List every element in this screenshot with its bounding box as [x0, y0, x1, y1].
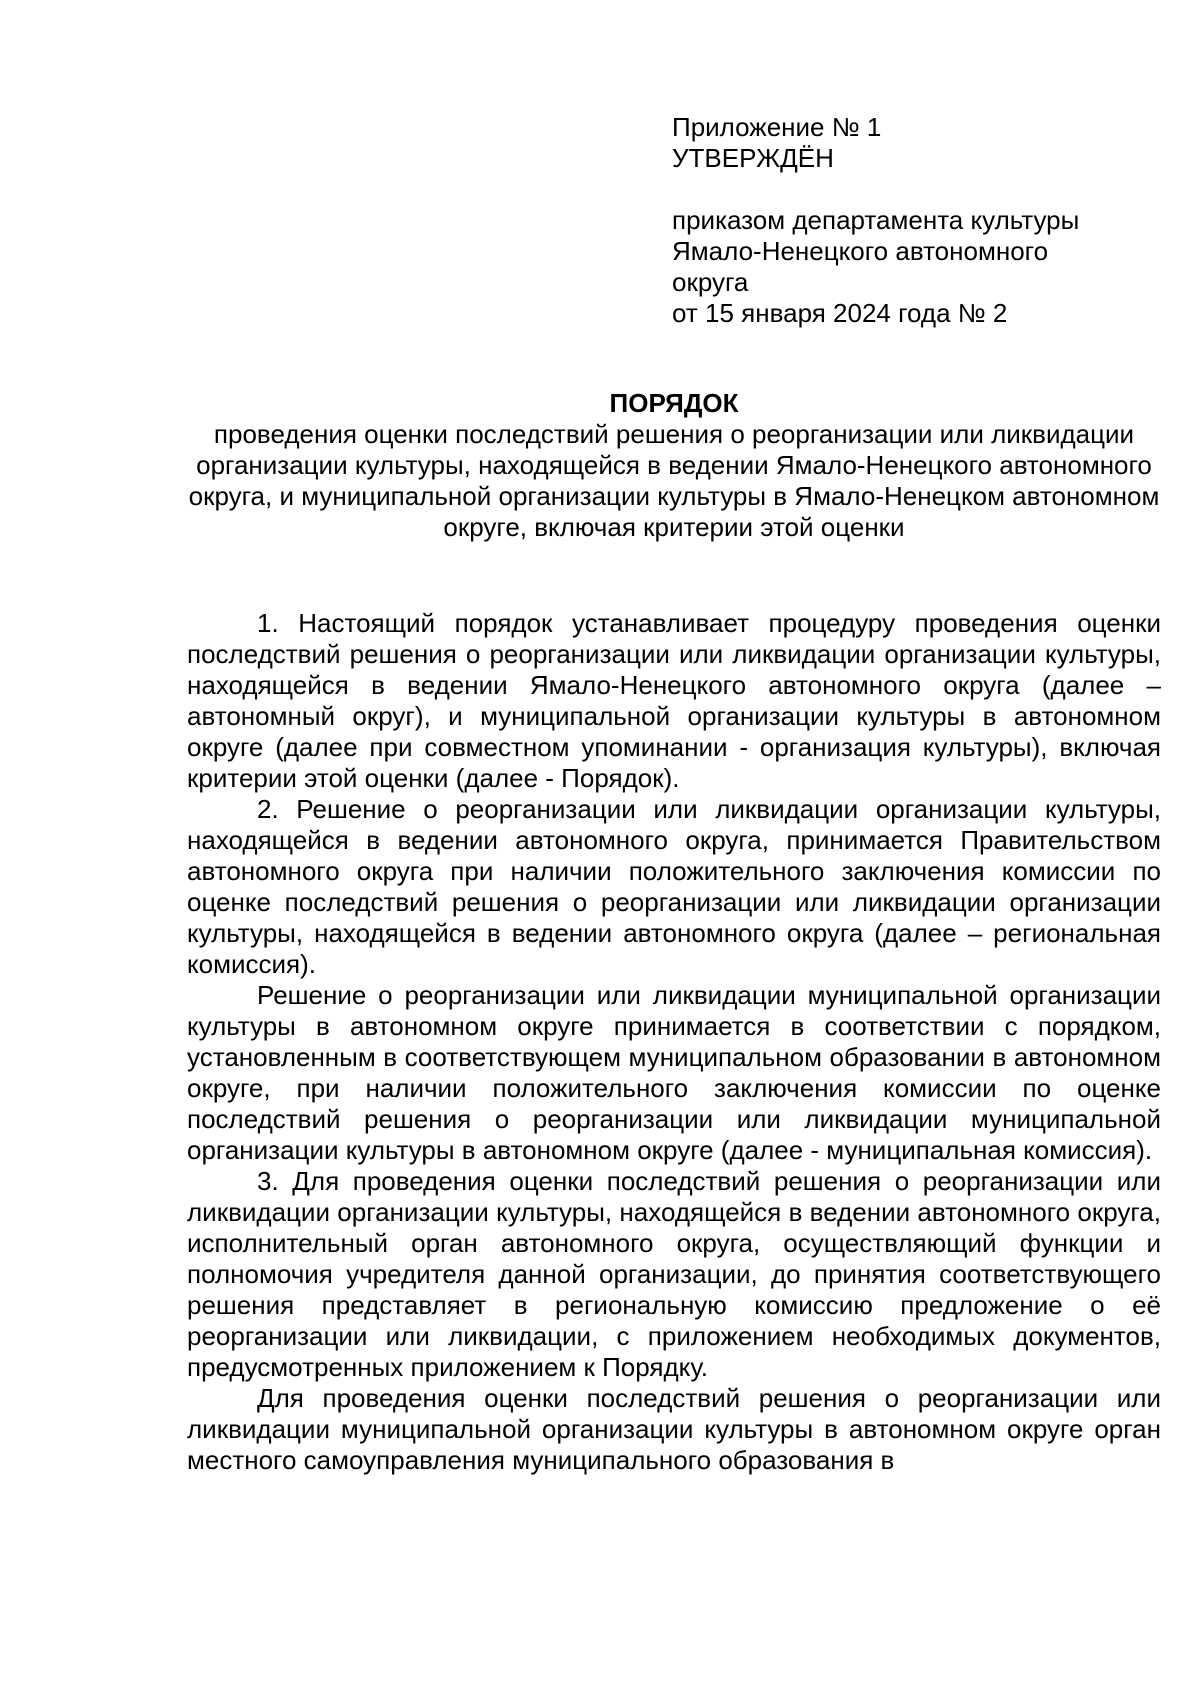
paragraph-1: 1. Настоящий порядок устанавливает процедуру проведения оценки последствий решения о реорганизации или ликвидации организации культуры, находящейся в ведении Ямало-Ненецкого автономного округа (далее – автономный округ), и муниципальной организации культуры в автономном округе (далее при совместном упоминании - организация культуры), включая критерии этой оценки (далее - Порядок).: [187, 608, 1161, 793]
approved-label: УТВЕРЖДЁН: [672, 143, 834, 173]
approval-order-line-1: приказом департамента культуры: [672, 205, 1080, 235]
paragraph-2-municipal: Решение о реорганизации или ликвидации муниципальной организации культуры в автономном округе принимается в соответствии с порядком, установленным в соответствующем муниципальном образовании в автономном округе, при наличии положительного заключения комиссии по оценке последствий решения о реорганизации или ликвидации муниципальной организации культуры в автономном округе (далее - муниципальная комиссия).: [187, 980, 1161, 1165]
paragraph-3: 3. Для проведения оценки последствий решения о реорганизации или ликвидации организации культуры, находящейся в ведении автономного округа, исполнительный орган автономного округа, осуществляющий функции и полномочия учредителя данной организации, до принятия соответствующего решения представляет в региональную комиссию предложение о её реорганизации или ликвидации, с приложением необходимых документов, предусмотренных приложением к Порядку.: [187, 1166, 1161, 1382]
paragraph-2: 2. Решение о реорганизации или ликвидации организации культуры, находящейся в ведении автономного округа, принимается Правительством автономного округа при наличии положительного заключения комиссии по оценке последствий решения о реорганизации или ликвидации организации культуры, находящейся в ведении автономного округа (далее – региональная комиссия).: [187, 794, 1161, 979]
document-title-block: [187, 388, 1161, 543]
approval-stamp-block: [672, 112, 1142, 329]
paragraph-3-municipal: Для проведения оценки последствий решения о реорганизации или ликвидации муниципальной организации культуры в автономном округе орган местного самоуправления муниципального образования в: [187, 1383, 1161, 1475]
appendix-number: Приложение № 1: [672, 112, 882, 142]
approval-order-date: от 15 января 2024 года № 2: [672, 298, 1008, 328]
document-subtitle: проведения оценки последствий решения о реорганизации или ликвидации организации культуры, находящейся в ведении Ямало-Ненецкого автономного округа, и муниципальной организации культуры в Ямало-Ненецком автономном округе, включая критерии этой оценки: [188, 419, 1160, 542]
document-title: ПОРЯДОК: [609, 388, 739, 418]
approval-order-line-3: округа: [672, 267, 749, 297]
document-body: [187, 608, 1161, 1476]
approval-spacer: [672, 174, 1142, 205]
approval-order-line-2: Ямало-Ненецкого автономного: [672, 236, 1049, 266]
